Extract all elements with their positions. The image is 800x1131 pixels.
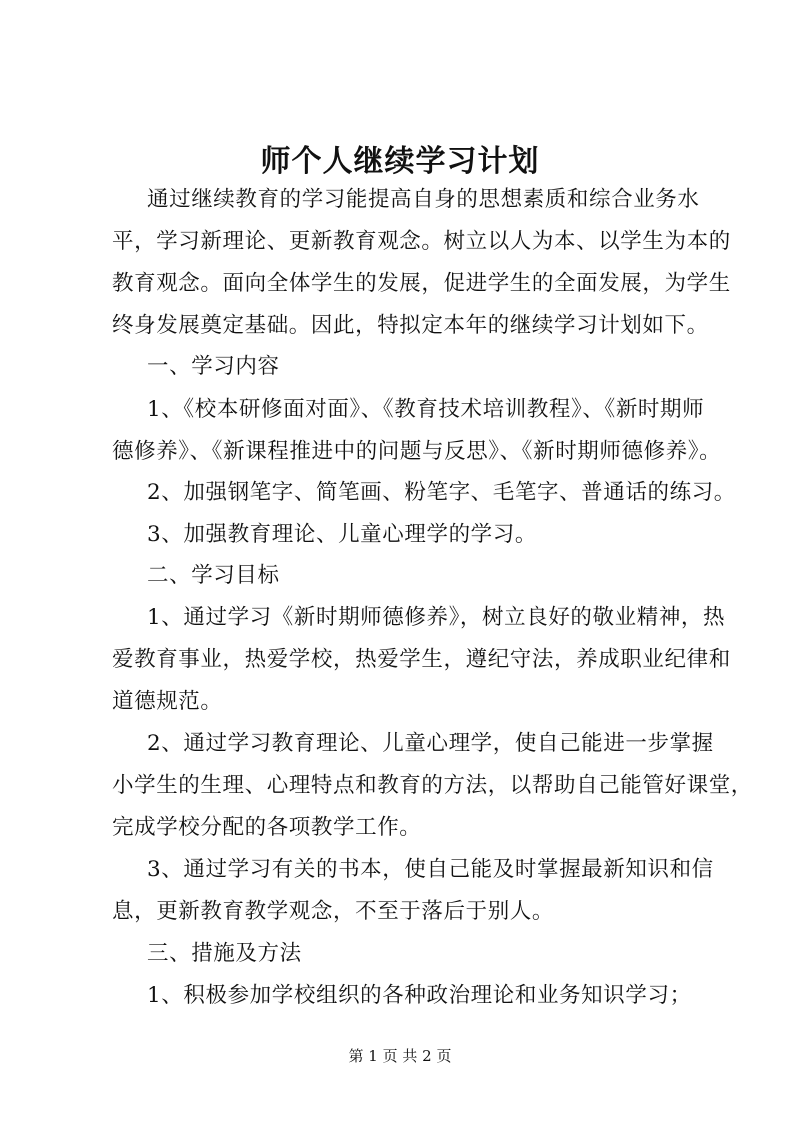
text-line: 2、加强钢笔字、简笔画、粉笔字、毛笔字、普通话的练习。 [147, 480, 736, 505]
section-heading: 二、学习目标 [147, 563, 280, 588]
text-line: 3、加强教育理论、儿童心理学的学习。 [147, 522, 537, 547]
text-line: 1、积极参加学校组织的各种政治理论和业务知识学习； [147, 983, 692, 1008]
text-line: 爱教育事业，热爱学校，热爱学生，遵纪守法，养成职业纪律和 [112, 647, 731, 672]
document-title: 师个人继续学习计划 [260, 144, 540, 179]
text-line: 息，更新教育教学观念，不至于落后于别人。 [112, 899, 555, 924]
text-line: 1、《校本研修面对面》、《教育技术培训教程》、《新时期师 [147, 397, 705, 422]
text-line: 完成学校分配的各项教学工作。 [112, 815, 422, 840]
section-heading: 三、措施及方法 [147, 941, 302, 966]
text-line: 终身发展奠定基础。因此，特拟定本年的继续学习计划如下。 [112, 313, 709, 338]
text-line: 1、通过学习《新时期师德修养》，树立良好的敬业精神，热 [147, 605, 726, 630]
text-line: 德修养》、《新课程推进中的问题与反思》、《新时期师德修养》。 [112, 439, 722, 464]
section-heading: 一、学习内容 [147, 354, 280, 379]
page-number-footer: 第 1 页 共 2 页 [348, 1047, 452, 1065]
text-line: 2、通过学习教育理论、儿童心理学，使自己能进一步掌握 [147, 731, 714, 756]
text-line: 教育观念。面向全体学生的发展，促进学生的全面发展，为学生 [112, 271, 731, 296]
text-line: 通过继续教育的学习能提高自身的思想素质和综合业务水 [147, 187, 700, 212]
text-line: 小学生的生理、心理特点和教育的方法，以帮助自己能管好课堂， [112, 773, 753, 798]
text-line: 道德规范。 [112, 689, 223, 714]
text-line: 平，学习新理论、更新教育观念。树立以人为本、以学生为本的 [112, 229, 731, 254]
text-line: 3、通过学习有关的书本，使自己能及时掌握最新知识和信 [147, 857, 714, 882]
